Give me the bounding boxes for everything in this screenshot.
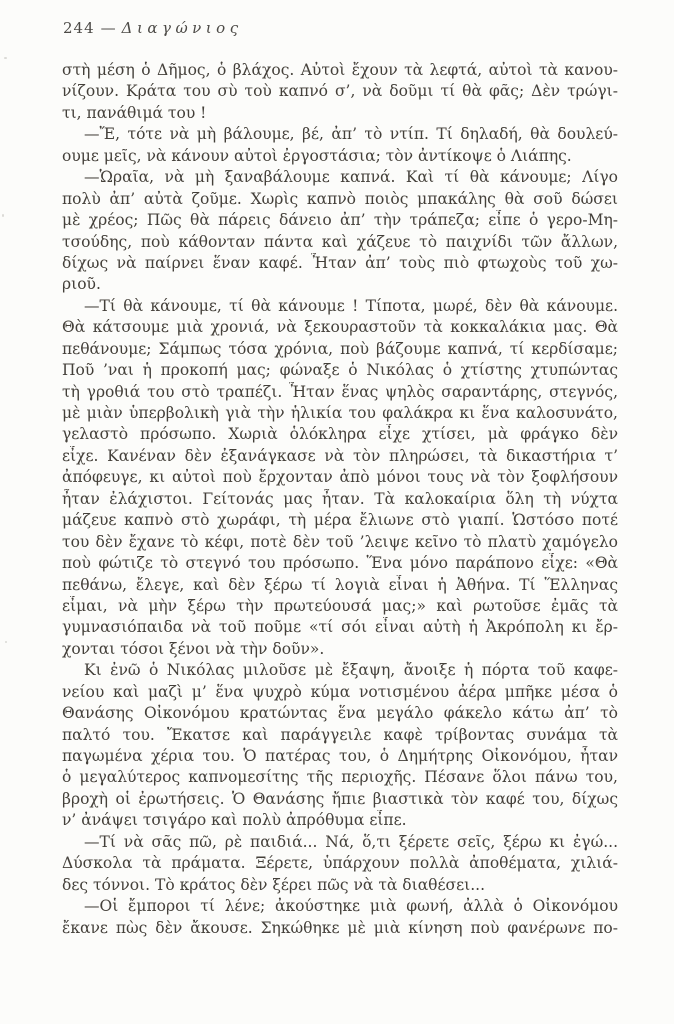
text-line: γελαστὸ πρόσωπο. Χωριὰ ὁλόκληρα εἶχε χτίσει, μὰ φράγκο δὲν — [62, 425, 618, 444]
text-line: παγωμένα χέρια του. Ὁ πατέρας του, ὁ Δημήτρης Οἰκονόμου, ἦταν — [62, 747, 618, 765]
page-number: 244 — [63, 19, 95, 37]
text-line: τι, πανάθιμά του ! — [62, 103, 207, 122]
text-line: πεθάνω, ἔλεγε, καὶ δὲν ξέρω τί λογιὰ εἶναι ἡ Ἀθήνα. Τί Ἕλληνας — [62, 575, 618, 594]
text-line: Θανάσης Οἰκονόμου κρατώντας ἕνα μεγάλο φάκελο κάτω ἀπ’ τὸ — [62, 704, 618, 723]
text-line: εἶχε. Κανέναν δὲν ἐξανάγκασε νὰ τὸν πληρώσει, τὰ δικαστήρια τ’ — [62, 446, 618, 465]
text-line: Δύσκολα τὰ πράματα. Ξέρετε, ὑπάρχουν πολλὰ ἀποθέματα, χιλιά- — [62, 854, 618, 873]
text-line: —Ὡραῖα, νὰ μὴ ξαναβάλουμε καπνά. Καὶ τί θὰ κάνουμε; Λίγο — [84, 168, 618, 187]
text-line: του δὲν ἔχανε τὸ κέφι, ποτὲ δὲν τοῦ ’λειψε κεῖνο τὸ πλατὺ χαμόγελο — [62, 532, 618, 551]
text-line: χονται τόσοι ξένοι νὰ τὴν δοῦν». — [62, 639, 325, 658]
page-header — [63, 19, 243, 37]
text-line: ν’ ἀνάψει τσιγάρο καὶ πολὺ ἀπρόθυμα εἶπε. — [62, 811, 407, 830]
text-line: μάζευε καπνὸ στὸ χωράφι, τὴ μέρα ἔλιωνε στὸ γιαπί. Ὡστόσο ποτέ — [62, 511, 618, 530]
text-line: μὲ μιὰν ὑπερβολικὴ γιὰ τὴν ἡλικία του φαλάκρα κι ἕνα καλοσυνάτο, — [62, 404, 618, 422]
text-line: —Τί θὰ κάνουμε, τί θὰ κάνουμε ! Τίποτα, μωρέ, δὲν θὰ κάνουμε. — [84, 296, 618, 315]
text-line: τσούδης, ποὺ κάθονταν πάντα καὶ χάζευε τὸ παιχνίδι τῶν ἄλλων, — [62, 232, 618, 251]
text-line: νίζουν. Κράτα του σὺ τοὺ καπνό σ’, νὰ δοῦμι τί θὰ φᾶς; Δὲν τρώγι- — [62, 82, 618, 101]
text-line: εἶμαι, νὰ μὴν ξέρω τὴν πρωτεύουσά μας;» καὶ ρωτοῦσε ἐμᾶς τὰ — [62, 596, 618, 615]
text-line: δες τόννοι. Τὸ κράτος δὲν ξέρει πῶς νὰ τὰ διαθέσει... — [62, 875, 486, 894]
scan-speck — [4, 57, 7, 59]
text-line: ουμε μεῖς, νὰ κάνουν αὐτοὶ ἐργοστάσια; τὸν ἀντίκοψε ὁ Λιάπης. — [62, 146, 572, 165]
text-line: —Τί νὰ σᾶς πῶ, ρὲ παιδιά... Νά, ὅ,τι ξέρετε σεῖς, ξέρω κι ἐγώ... — [84, 832, 618, 851]
text-line: Κι ἐνῶ ὁ Νικόλας μιλοῦσε μὲ ἔξαψη, ἄνοιξε ἡ πόρτα τοῦ καφε- — [84, 661, 618, 680]
scan-speck — [2, 214, 4, 217]
text-line: τὴ γροθιά του στὸ τραπέζι. Ἦταν ἕνας ψηλὸς σαραντάρης, στεγνός, — [62, 382, 618, 401]
text-line: —Ἔ, τότε νὰ μὴ βάλουμε, βέ, ἀπ’ τὸ ντίπ. Τί δηλαδή, θὰ δουλεύ- — [84, 125, 618, 144]
text-line: γυμνασιόπαιδα νὰ τοῦ ποῦμε «τί σόι εἶναι αὐτὴ ἡ Ἀκρόπολη κι ἔρ- — [62, 618, 618, 637]
running-title: Διαγώνιος — [121, 19, 243, 37]
text-line: παλτό του. Ἔκατσε καὶ παράγγειλε καφὲ τρίβοντας συνάμα τὰ — [62, 725, 618, 744]
header-dash: — — [100, 19, 116, 37]
text-line: Ποῦ ’ναι ἡ προκοπή μας; φώναξε ὁ Νικόλας ὁ χτίστης χτυπώντας — [62, 361, 618, 380]
text-line: ἦταν ἐλάχιστοι. Γείτονάς μας ἦταν. Τὰ καλοκαίρια ὅλη τὴ νύχτα — [62, 489, 618, 508]
scan-speck — [5, 641, 7, 643]
text-line: —Οἱ ἔμποροι τί λένε; ἀκούστηκε μιὰ φωνή, ἀλλὰ ὁ Οἰκονόμου — [84, 897, 618, 916]
text-line: πολὺ ἀπ’ αὐτὰ ζοῦμε. Χωρὶς καπνὸ ποιὸς μπακάλης θὰ σοῦ δώσει — [62, 189, 618, 208]
text-line: ἔκανε πὼς δὲν ἄκουσε. Σηκώθηκε μὲ μιὰ κίνηση ποὺ φανέρωνε πο- — [62, 918, 618, 937]
text-line: ὁ μεγαλύτερος καπνομεσίτης τῆς περιοχῆς. Πέσανε ὅλοι πάνω του, — [62, 768, 618, 787]
text-line: πεθάνουμε; Σάμπως τόσα χρόνια, ποὺ βάζουμε καπνά, τί κερδίσαμε; — [62, 339, 618, 358]
text-line: δίχως νὰ παίρνει ἕναν καφέ. Ἦταν ἀπ’ τοὺς πιὸ φτωχοὺς τοῦ χω- — [62, 253, 618, 272]
text-line: στὴ μέση ὁ Δῆμος, ὁ βλάχος. Αὐτοὶ ἔχουν τὰ λεφτά, αὐτοὶ τὰ κανου- — [62, 61, 618, 79]
text-line: Θὰ κάτσουμε μιὰ χρονιά, νὰ ξεκουραστοῦν τὰ κοκκαλάκια μας. Θὰ — [62, 318, 618, 337]
text-line: νείου καὶ μαζὶ μ’ ἕνα ψυχρὸ κύμα νοτισμένου ἀέρα μπῆκε μέσα ὁ — [62, 682, 618, 701]
text-line: μὲ χρέος; Πῶς θὰ πάρεις δάνειο ἀπ’ τὴν τράπεζα; εἶπε ὁ γερο-Μη- — [62, 211, 618, 230]
text-line: βροχὴ οἱ ἐρωτήσεις. Ὁ Θανάσης ἤπιε βιαστικὰ τὸν καφέ του, δίχως — [62, 789, 618, 808]
text-line: ριοῦ. — [62, 275, 101, 294]
text-line: ποὺ φώτιζε τὸ στεγνό του πρόσωπο. Ἕνα μόνο παράπονο εἶχε: «Θὰ — [62, 554, 618, 573]
page-body — [62, 60, 618, 939]
text-line: ἀπόφευγε, κι αὐτοὶ ποὺ ἔρχονταν ἀπὸ μόνοι τους νὰ τὸν ξοφλήσουν — [62, 468, 618, 487]
